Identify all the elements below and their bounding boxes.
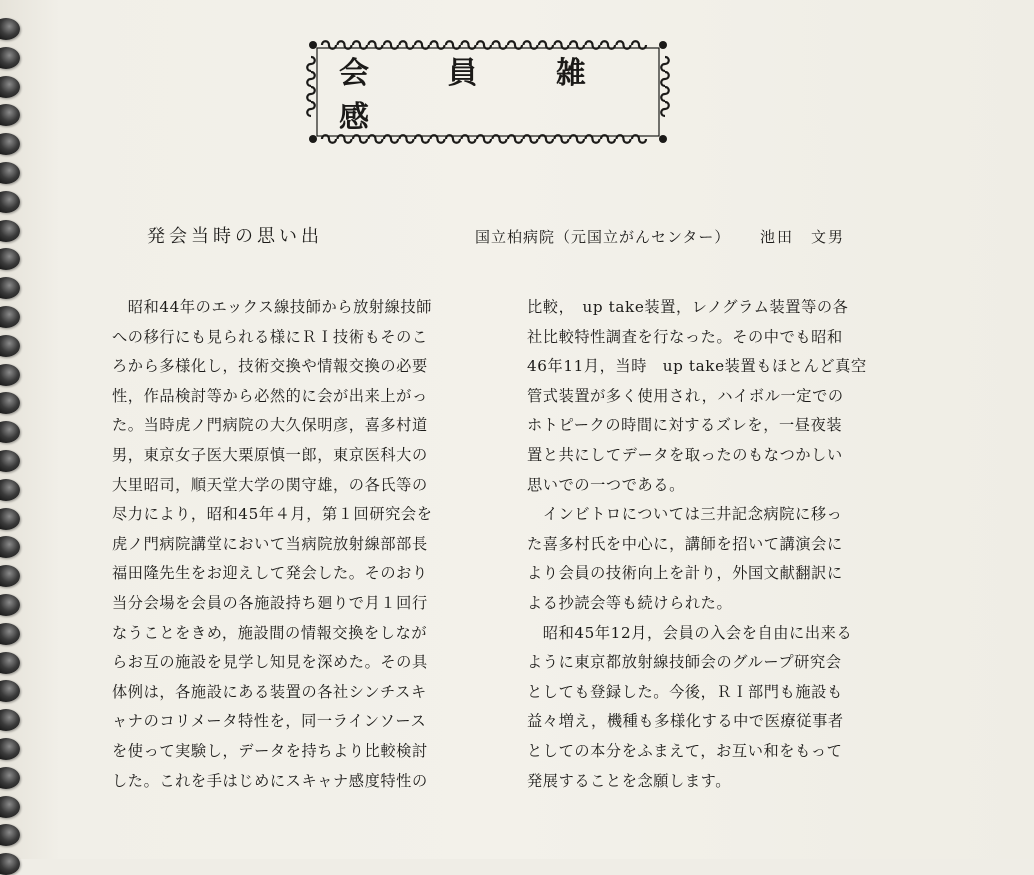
body-text-line: 益々増え，機種も多様化する中で医療従事者 xyxy=(527,712,844,731)
body-text-line: 昭和45年12月，会員の入会を自由に出来る xyxy=(527,623,853,642)
article-title: 発会当時の思い出 xyxy=(147,226,323,247)
binding-ring xyxy=(0,680,20,702)
binding-ring xyxy=(0,306,20,328)
binding-ring xyxy=(0,335,20,357)
binding-ring xyxy=(0,565,20,587)
body-text-line: 福田隆先生をお迎えして発会した。そのおり xyxy=(112,564,428,583)
binding-ring xyxy=(0,277,20,299)
body-text-line: 当分会場を会員の各施設持ち廻りで月１回行 xyxy=(112,593,428,612)
body-text-line: 体例は，各施設にある装置の各社シンチスキ xyxy=(112,682,427,701)
binding-ring xyxy=(0,796,20,818)
body-text-line: 管式装置が多く使用され，ハイボル一定での xyxy=(527,386,844,405)
body-text-line: よる抄読会等も続けられた。 xyxy=(527,593,733,612)
binding-ring xyxy=(0,191,20,213)
binding-ring xyxy=(0,853,20,875)
body-text-line: 尽力により，昭和45年４月，第１回研究会を xyxy=(112,505,433,524)
body-text-line: 発展することを念願します。 xyxy=(527,771,732,790)
binding-ring xyxy=(0,364,20,386)
body-text-line: 性，作品検討等から必然的に会が出来上がっ xyxy=(112,386,428,405)
author-affiliation: 国立柏病院（元国立がんセンター） xyxy=(475,228,731,246)
binding-ring xyxy=(0,652,20,674)
binding-ring xyxy=(0,536,20,558)
body-text-line: 比較， up take装置，レノグラム装置等の各 xyxy=(527,298,849,316)
binding-ring xyxy=(0,392,20,414)
body-text-line: 社比較特性調査を行なった。その中でも昭和 xyxy=(527,327,843,346)
author-name: 池田 文男 xyxy=(760,228,846,246)
body-text-line: 置と共にしてデータを取ったのもなつかしい xyxy=(527,445,843,464)
body-text-line: した。これを手はじめにスキャナ感度特性の xyxy=(112,771,428,790)
body-text-line: としての本分をふまえて，お互い和をもって xyxy=(527,741,843,760)
body-text-line: ように東京都放射線技師会のグループ研究会 xyxy=(527,653,842,672)
section-title: 会 員 雑 感 xyxy=(339,56,620,135)
body-text-line: 46年11月，当時 up take装置もほとんど真空 xyxy=(527,357,867,376)
binding-ring xyxy=(0,623,20,645)
binding-ring xyxy=(0,104,20,126)
body-text-line: への移行にも見られる様にＲＩ技術もそのこ xyxy=(112,327,428,346)
body-text-line: た喜多村氏を中心に，講師を招いて講演会に xyxy=(527,534,843,553)
binding-ring xyxy=(0,738,20,760)
body-text-line: ャナのコリメータ特性を，同一ラインソース xyxy=(112,712,427,731)
body-text-line: 昭和44年のエックス線技師から放射線技師 xyxy=(112,298,433,316)
binding-ring xyxy=(0,133,20,155)
body-text-line: た。当時虎ノ門病院の大久保明彦，喜多村道 xyxy=(112,416,428,435)
body-text-line: らお互の施設を見学し知見を深めた。その具 xyxy=(112,653,428,672)
spiral-binding xyxy=(0,0,26,859)
binding-ring xyxy=(0,709,20,731)
binding-ring xyxy=(0,594,20,616)
body-column-right xyxy=(527,293,891,796)
body-text-line: 思いでの一つである。 xyxy=(527,475,685,494)
binding-ring xyxy=(0,508,20,530)
body-text-line: 男，東京女子医大栗原慎一郎，東京医科大の xyxy=(112,445,428,464)
body-text-line: としても登録した。今後，ＲＩ部門も施設も xyxy=(527,682,843,701)
binding-ring xyxy=(0,767,20,789)
body-text-line: 大里昭司，順天堂大学の関守雄，の各氏等の xyxy=(112,475,428,494)
binding-ring xyxy=(0,220,20,242)
binding-ring xyxy=(0,248,20,270)
binding-ring xyxy=(0,18,20,40)
binding-ring xyxy=(0,450,20,472)
binding-ring xyxy=(0,824,20,846)
binding-ring xyxy=(0,479,20,501)
body-column-left xyxy=(112,293,474,796)
binding-ring xyxy=(0,76,20,98)
body-text-line: を使って実験し，データを持ちより比較検討 xyxy=(112,741,428,760)
body-text-line: ろから多様化し，技術交換や情報交換の必要 xyxy=(112,357,428,376)
binding-ring xyxy=(0,47,20,69)
body-text-line: なうことをきめ，施設間の情報交換をしなが xyxy=(112,623,428,642)
body-text-line: 虎ノ門病院講堂において当病院放射線部部長 xyxy=(112,534,428,553)
body-text-line: ホトピークの時間に対するズレを，一昼夜装 xyxy=(527,416,843,435)
body-text-line: インビトロについては三井記念病院に移っ xyxy=(527,505,843,524)
binding-ring xyxy=(0,162,20,184)
binding-ring xyxy=(0,421,20,443)
title-frame xyxy=(305,36,671,148)
body-text-line: より会員の技術向上を計り，外国文献翻訳に xyxy=(527,564,843,583)
